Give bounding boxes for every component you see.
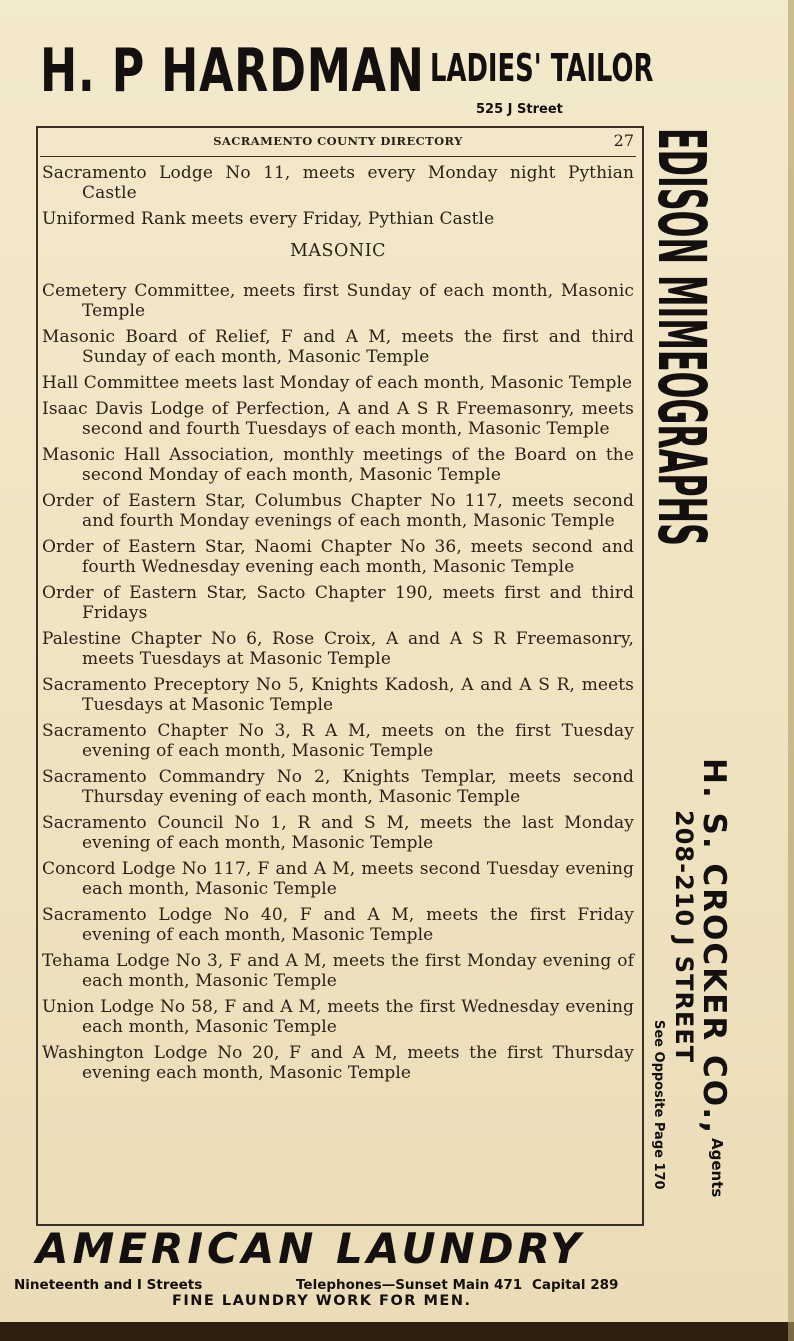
laundry-telephones: Telephones—Sunset Main 471 — [296, 1277, 523, 1293]
edison-text: EDISON MIMEOGRAPHS — [643, 128, 720, 546]
list-item: Order of Eastern Star, Columbus Chapter No 117, meets second and fourth Monday evenings of each month, Masonic Temple — [42, 491, 634, 531]
list-item: Tehama Lodge No 3, F and A M, meets the first Monday evening of each month, Masonic Temple — [42, 951, 634, 991]
list-item: Masonic Board of Relief, F and A M, meets the first and third Sunday of each month, Masonic Temple — [42, 327, 634, 367]
running-head — [40, 133, 636, 151]
list-item: Sacramento Commandry No 2, Knights Templar, meets second Thursday evening of each month, Masonic Temple — [42, 767, 634, 807]
list-item: Union Lodge No 58, F and A M, meets the first Wednesday evening each month, Masonic Temple — [42, 997, 634, 1037]
crocker-agents: Agents — [708, 1138, 726, 1198]
hardman-advertisement — [40, 36, 690, 122]
list-item: Cemetery Committee, meets first Sunday of each month, Masonic Temple — [42, 281, 634, 321]
list-item: Uniformed Rank meets every Friday, Pythian Castle — [42, 209, 495, 229]
hardman-address: 525 J Street — [476, 102, 563, 117]
list-item: Sacramento Lodge No 40, F and A M, meets the first Friday evening of each month, Masonic Temple — [42, 905, 634, 945]
hardman-tagline: LADIES' TAILOR — [430, 46, 654, 90]
crocker-advertisement — [640, 758, 740, 1218]
laundry-slogan: FINE LAUNDRY WORK FOR MEN. — [172, 1293, 472, 1309]
list-item: Washington Lodge No 20, F and A M, meets the first Thursday evening each month, Masonic Temple — [42, 1043, 634, 1083]
list-item: Order of Eastern Star, Naomi Chapter No 36, meets second and fourth Wednesday evening each month, Masonic Temple — [42, 537, 634, 577]
list-item: Concord Lodge No 117, F and A M, meets second Tuesday evening each month, Masonic Temple — [42, 859, 634, 899]
laundry-capital: Capital 289 — [532, 1277, 619, 1293]
list-item: Hall Committee meets last Monday of each month, Masonic Temple — [42, 373, 633, 393]
hardman-name: H. P HARDMAN — [40, 36, 425, 106]
page-number: 27 — [613, 131, 634, 150]
edison-mimeographs-advertisement — [643, 128, 720, 738]
crocker-note: See Opposite Page 170 — [651, 1020, 666, 1190]
list-item: Sacramento Chapter No 3, R A M, meets on the first Tuesday evening of each month, Masonic Temple — [42, 721, 634, 761]
list-item: Isaac Davis Lodge of Perfection, A and A S R Freemasonry, meets second and fourth Tuesdays of each month, Masonic Temple — [42, 399, 634, 439]
section-heading: MASONIC — [289, 241, 386, 261]
header-rule — [40, 156, 636, 158]
page-edge-shadow — [0, 1322, 794, 1341]
page-edge-right — [788, 0, 794, 1341]
list-item: Sacramento Lodge No 11, meets every Monday night Pythian Castle — [42, 163, 634, 203]
american-laundry-title: AMERICAN LAUNDRY — [36, 1224, 585, 1273]
list-item: Sacramento Preceptory No 5, Knights Kadosh, A and A S R, meets Tuesdays at Masonic Temple — [42, 675, 634, 715]
directory-listing — [42, 163, 634, 1089]
crocker-company: H. S. CROCKER CO., — [696, 758, 732, 1135]
crocker-address: 208-210 J STREET — [670, 810, 698, 1064]
list-item: Masonic Hall Association, monthly meetings of the Board on the second Monday of each month, Masonic Temple — [42, 445, 634, 485]
list-item: Palestine Chapter No 6, Rose Croix, A and A S R Freemasonry, meets Tuesdays at Masonic Temple — [42, 629, 634, 669]
list-item: Sacramento Council No 1, R and S M, meets the last Monday evening of each month, Masonic Temple — [42, 813, 634, 853]
list-item: Order of Eastern Star, Sacto Chapter 190, meets first and third Fridays — [42, 583, 634, 623]
laundry-location: Nineteenth and I Streets — [14, 1277, 203, 1293]
directory-title: SACRAMENTO COUNTY DIRECTORY — [213, 134, 463, 148]
